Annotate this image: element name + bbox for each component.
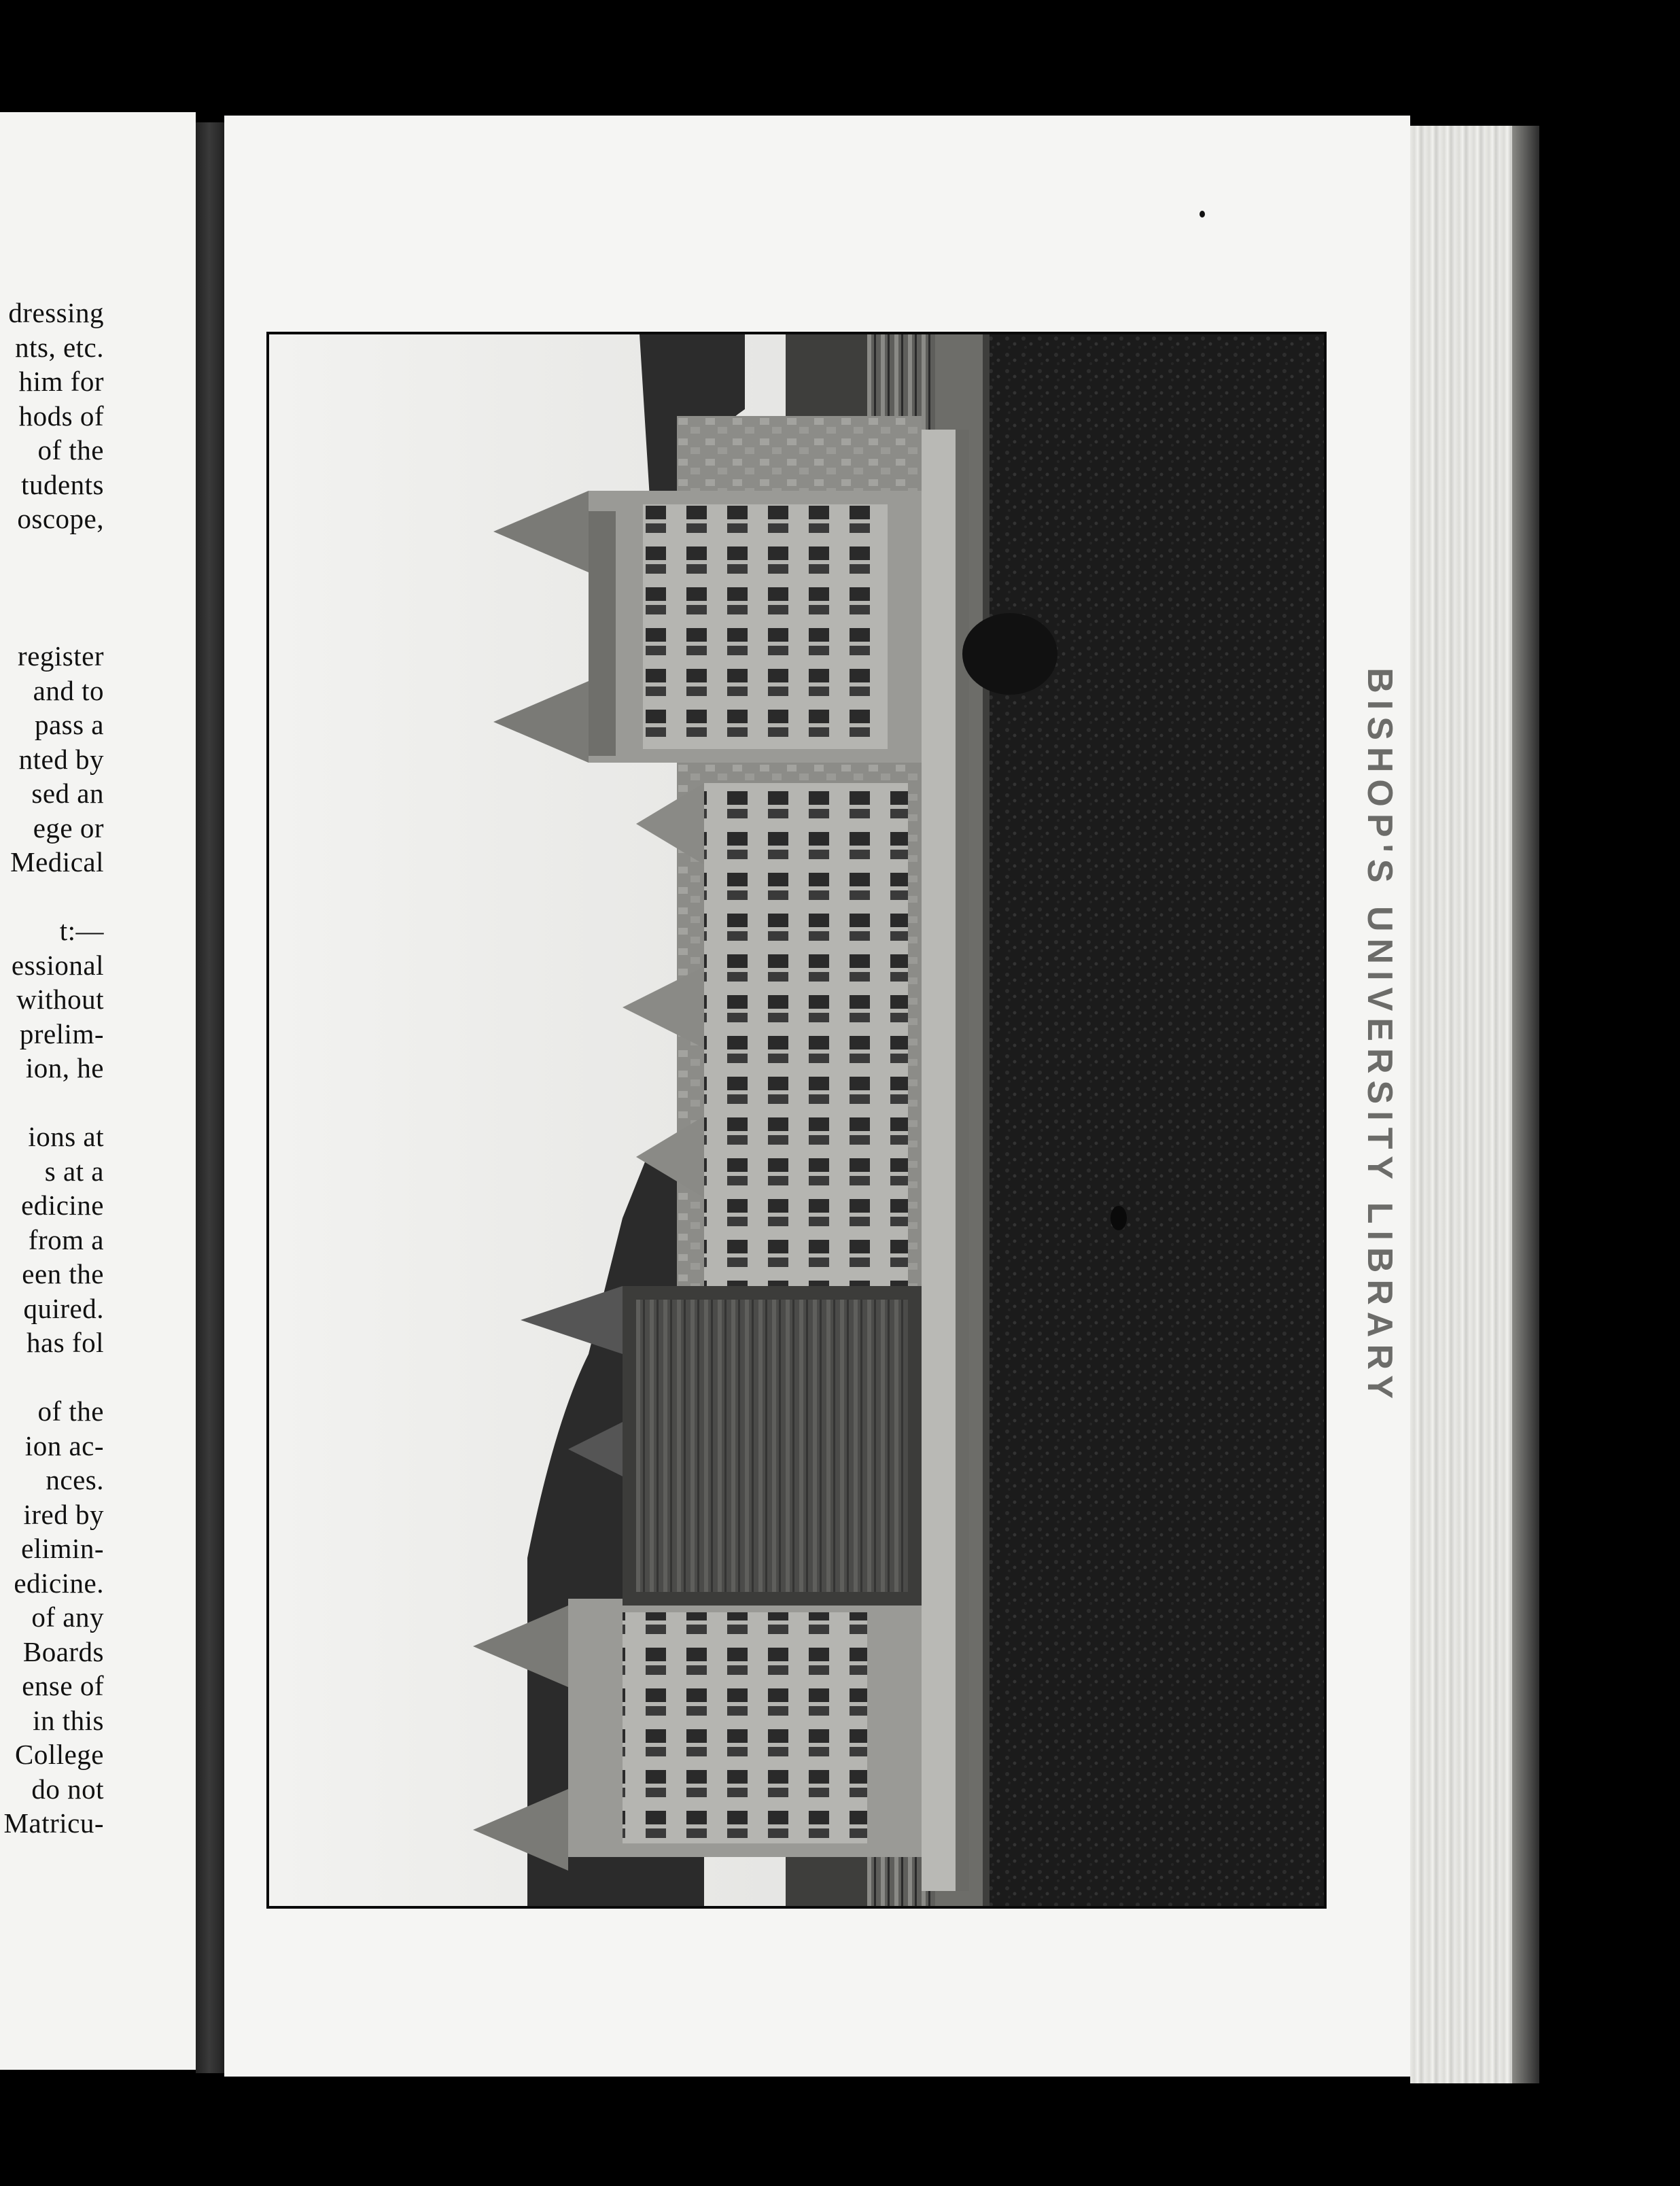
left-text-line: him for <box>18 366 104 397</box>
library-stamp <box>1356 667 1403 1406</box>
left-text-line: ion ac- <box>24 1429 104 1461</box>
speck-mark <box>1200 211 1205 218</box>
left-text-line: do not <box>31 1773 104 1805</box>
left-text-line: register <box>18 640 104 672</box>
left-text-line: of the <box>37 1395 104 1427</box>
left-page <box>0 112 196 2070</box>
left-text-line: dressing <box>8 297 104 328</box>
left-text-line: and to <box>33 674 104 706</box>
left-text-line: pass a <box>34 709 104 740</box>
left-text-line: Matricu- <box>3 1807 104 1839</box>
left-text-line: t:— <box>59 915 104 946</box>
book-page-edges <box>1410 126 1539 2083</box>
left-text-line: Boards <box>22 1635 104 1667</box>
left-text-line: s at a <box>44 1155 104 1187</box>
left-text-line: quired. <box>23 1292 104 1324</box>
left-text-line: tudents <box>21 468 104 500</box>
left-text-line: oscope, <box>17 503 104 534</box>
left-text-line: ired by <box>23 1498 104 1530</box>
left-text-line: from a <box>28 1224 104 1255</box>
left-text-line: Medical <box>10 846 104 878</box>
left-text-line: edicine. <box>14 1567 104 1599</box>
left-text-line: has fol <box>27 1327 104 1358</box>
left-text-line: of any <box>31 1601 104 1633</box>
left-text-line: ense of <box>22 1670 104 1701</box>
left-text-line: of the <box>37 434 104 466</box>
left-text-line: nces. <box>46 1464 104 1495</box>
photograph-image <box>269 334 1324 1906</box>
left-text-line: ion, he <box>25 1052 104 1083</box>
left-text-line: elimin- <box>21 1533 104 1564</box>
book-cover-edge <box>1512 126 1539 2083</box>
left-text-line: nted by <box>18 743 104 775</box>
left-text-line: prelim- <box>19 1018 104 1049</box>
left-text-line: nts, etc. <box>15 331 104 363</box>
left-text-line: essional <box>11 949 104 981</box>
left-text-line: edicine <box>21 1190 104 1221</box>
left-text-line: without <box>16 984 104 1015</box>
left-text-line: College <box>14 1739 104 1770</box>
library-stamp-text: BISHOP'S UNIVERSITY LIBRARY <box>1360 667 1399 1406</box>
left-text-line: ions at <box>28 1121 104 1152</box>
left-text-line: hods of <box>18 400 104 432</box>
left-text-line: sed an <box>31 778 104 809</box>
building-photograph <box>266 332 1327 1909</box>
left-text-line: in this <box>33 1704 104 1736</box>
left-text-line: ege or <box>33 812 104 844</box>
left-text-line: een the <box>22 1258 104 1289</box>
